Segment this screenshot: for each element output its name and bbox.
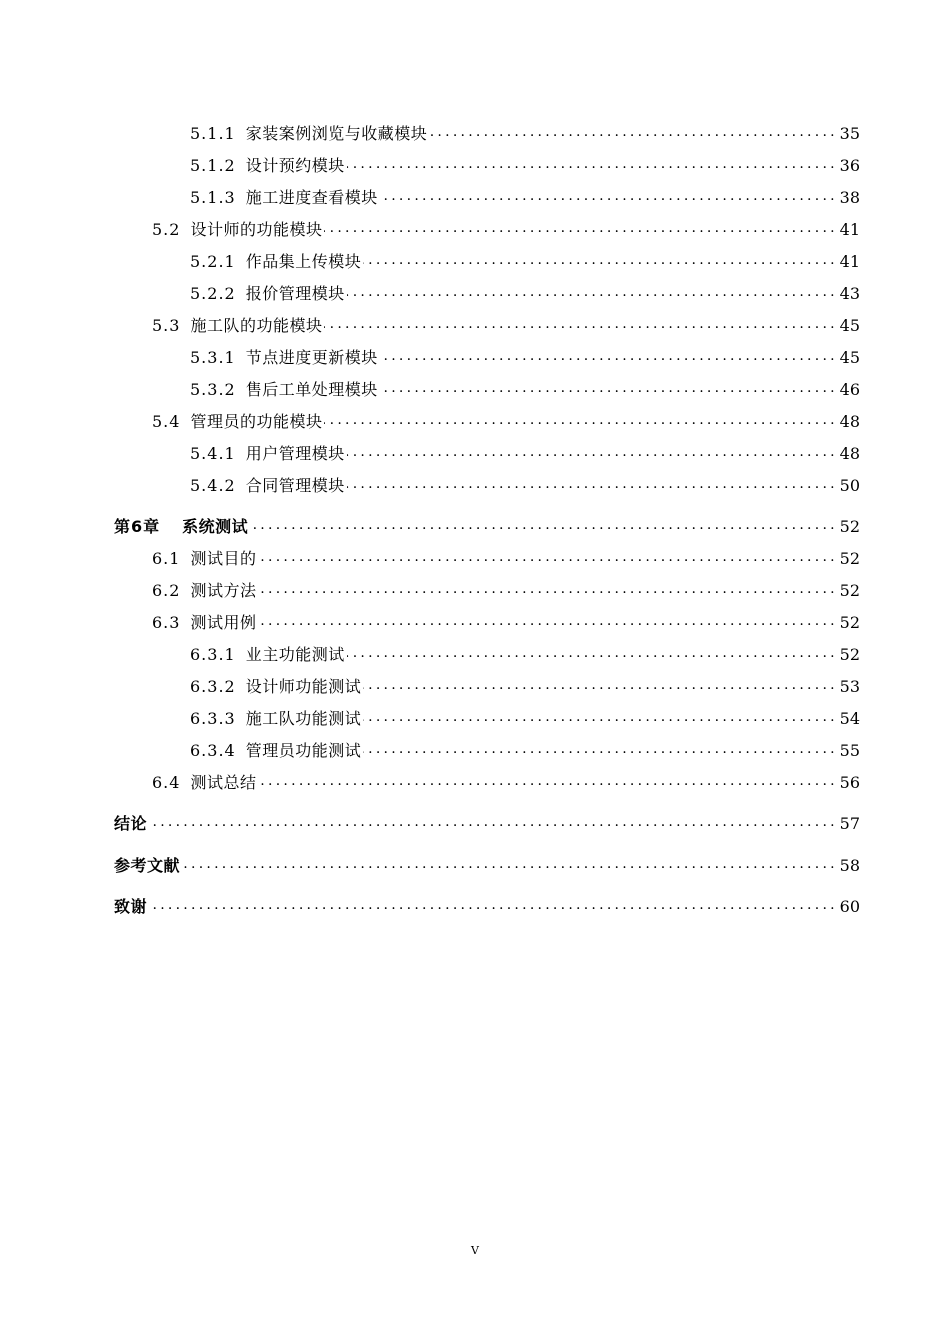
toc-entry-title: 报价管理模块 <box>245 284 345 303</box>
toc-entry-title: 参考文献 <box>114 856 181 875</box>
toc-entry[interactable] <box>114 852 860 876</box>
toc-entry[interactable] <box>190 641 860 665</box>
toc-entry-number: 5.3.1 <box>190 348 236 367</box>
toc-entry-page: 41 <box>839 252 860 271</box>
toc-entry-number: 5.3.2 <box>190 380 236 399</box>
toc-entry-title: 结论 <box>114 814 148 833</box>
toc-entry-page: 48 <box>839 444 860 463</box>
toc-entry-page: 60 <box>839 897 860 916</box>
toc-entry-page: 52 <box>839 549 860 568</box>
toc-dot-leader <box>258 549 834 569</box>
toc-entry-title: 测试用例 <box>190 613 257 632</box>
toc-entry-title: 设计师的功能模块 <box>190 220 323 239</box>
toc-entry-title: 管理员功能测试 <box>245 741 362 760</box>
toc-entry-page: 52 <box>839 613 860 632</box>
toc-entry-number: 6.3 <box>152 613 181 632</box>
toc-entry-title: 施工队的功能模块 <box>190 316 323 335</box>
toc-entry-number: 5.4 <box>152 412 181 431</box>
toc-entry-title: 用户管理模块 <box>245 444 345 463</box>
toc-dot-leader <box>324 316 834 336</box>
toc-entry[interactable] <box>190 376 860 400</box>
toc-dot-leader <box>182 856 834 876</box>
toc-entry-number: 6.1 <box>152 549 181 568</box>
toc-entry-number: 6.4 <box>152 773 181 792</box>
toc-dot-leader <box>258 773 834 793</box>
toc-entry[interactable] <box>152 545 860 569</box>
toc-dot-leader <box>324 220 834 240</box>
toc-entry-number: 5.1.1 <box>190 124 236 143</box>
toc-entry-title: 设计预约模块 <box>245 156 345 175</box>
toc-entry-title: 管理员的功能模块 <box>190 412 323 431</box>
toc-entry[interactable] <box>190 344 860 368</box>
toc-entry[interactable] <box>190 440 860 464</box>
toc-entry[interactable] <box>152 577 860 601</box>
toc-entry-page: 46 <box>839 380 860 399</box>
toc-entry[interactable] <box>190 120 860 144</box>
toc-entry-page: 58 <box>839 856 860 875</box>
toc-entry-page: 45 <box>839 348 860 367</box>
toc-dot-leader <box>250 517 834 537</box>
toc-entry-page: 38 <box>839 188 860 207</box>
toc-entry-page: 52 <box>839 581 860 600</box>
toc-entry[interactable] <box>190 280 860 304</box>
toc-dot-leader <box>363 741 834 761</box>
toc-entry[interactable] <box>152 609 860 633</box>
toc-entry-page: 56 <box>839 773 860 792</box>
toc-dot-leader <box>363 709 834 729</box>
toc-entry-title: 合同管理模块 <box>245 476 345 495</box>
toc-entry[interactable] <box>190 673 860 697</box>
toc-dot-leader <box>363 252 834 272</box>
toc-entry-page: 48 <box>839 412 860 431</box>
toc-entry-number: 6.3.2 <box>190 677 236 696</box>
toc-entry-page: 41 <box>839 220 860 239</box>
toc-entry-title: 施工进度查看模块 <box>245 188 378 207</box>
toc-entry[interactable] <box>190 152 860 176</box>
toc-entry-number: 5.1.3 <box>190 188 236 207</box>
toc-entry-number: 5.4.2 <box>190 476 236 495</box>
toc-dot-leader <box>363 677 834 697</box>
toc-entry-number: 5.2.1 <box>190 252 236 271</box>
toc-entry-page: 35 <box>839 124 860 143</box>
toc-entry-number: 5.2.2 <box>190 284 236 303</box>
toc-entry-page: 43 <box>839 284 860 303</box>
toc-dot-leader <box>347 284 834 304</box>
toc-entry-page: 36 <box>839 156 860 175</box>
toc-entry-page: 54 <box>839 709 860 728</box>
toc-dot-leader <box>380 348 834 368</box>
toc-dot-leader <box>347 444 834 464</box>
toc-entry-title: 系统测试 <box>182 517 249 536</box>
toc-entry[interactable] <box>152 408 860 432</box>
toc-entry[interactable] <box>114 893 860 917</box>
toc-dot-leader <box>347 476 834 496</box>
toc-entry[interactable] <box>190 737 860 761</box>
toc-entry-title: 施工队功能测试 <box>245 709 362 728</box>
toc-dot-leader <box>347 156 834 176</box>
toc-entry-page: 52 <box>839 645 860 664</box>
toc-dot-leader <box>324 412 834 432</box>
toc-entry-title: 测试方法 <box>190 581 257 600</box>
toc-entry[interactable] <box>152 216 860 240</box>
toc-entry-number: 6.3.4 <box>190 741 236 760</box>
toc-entry-number: 5.2 <box>152 220 181 239</box>
toc-entry-number: 第6章 <box>114 517 161 536</box>
toc-dot-leader <box>149 897 834 917</box>
toc-entry-page: 45 <box>839 316 860 335</box>
page-number: V <box>471 1244 479 1257</box>
toc-dot-leader <box>258 613 834 633</box>
toc-entry-title: 售后工单处理模块 <box>245 380 378 399</box>
toc-entry[interactable] <box>152 769 860 793</box>
toc-entry[interactable] <box>190 472 860 496</box>
toc-dot-leader <box>380 380 834 400</box>
toc-entry-page: 57 <box>839 814 860 833</box>
toc-dot-leader <box>380 188 834 208</box>
toc-dot-leader <box>429 124 834 144</box>
toc-entry-number: 6.3.1 <box>190 645 236 664</box>
toc-entry-title: 家装案例浏览与收藏模块 <box>245 124 428 143</box>
toc-entry-page: 50 <box>839 476 860 495</box>
toc-dot-leader <box>149 814 834 834</box>
toc-entry[interactable] <box>114 810 860 834</box>
toc-entry-title: 节点进度更新模块 <box>245 348 378 367</box>
toc-entry[interactable] <box>114 513 860 537</box>
toc-entry[interactable] <box>152 312 860 336</box>
toc-entry-title: 设计师功能测试 <box>245 677 362 696</box>
toc-entry-number: 5.1.2 <box>190 156 236 175</box>
toc-entry-title: 致谢 <box>114 897 148 916</box>
toc-dot-leader <box>347 645 834 665</box>
toc-entry[interactable] <box>190 248 860 272</box>
toc-dot-leader <box>258 581 834 601</box>
toc-entry-title: 作品集上传模块 <box>245 252 362 271</box>
toc-entry-page: 52 <box>839 517 860 536</box>
toc-entry[interactable] <box>190 705 860 729</box>
toc-entry-number: 5.3 <box>152 316 181 335</box>
toc-entry-page: 53 <box>839 677 860 696</box>
toc-entry-title: 测试目的 <box>190 549 257 568</box>
toc-entry-number: 6.2 <box>152 581 181 600</box>
toc-entry-page: 55 <box>839 741 860 760</box>
toc-entry-title: 业主功能测试 <box>245 645 345 664</box>
toc-entry[interactable] <box>190 184 860 208</box>
toc-entry-number: 6.3.3 <box>190 709 236 728</box>
toc-entry-title: 测试总结 <box>190 773 257 792</box>
toc-entry-number: 5.4.1 <box>190 444 236 463</box>
